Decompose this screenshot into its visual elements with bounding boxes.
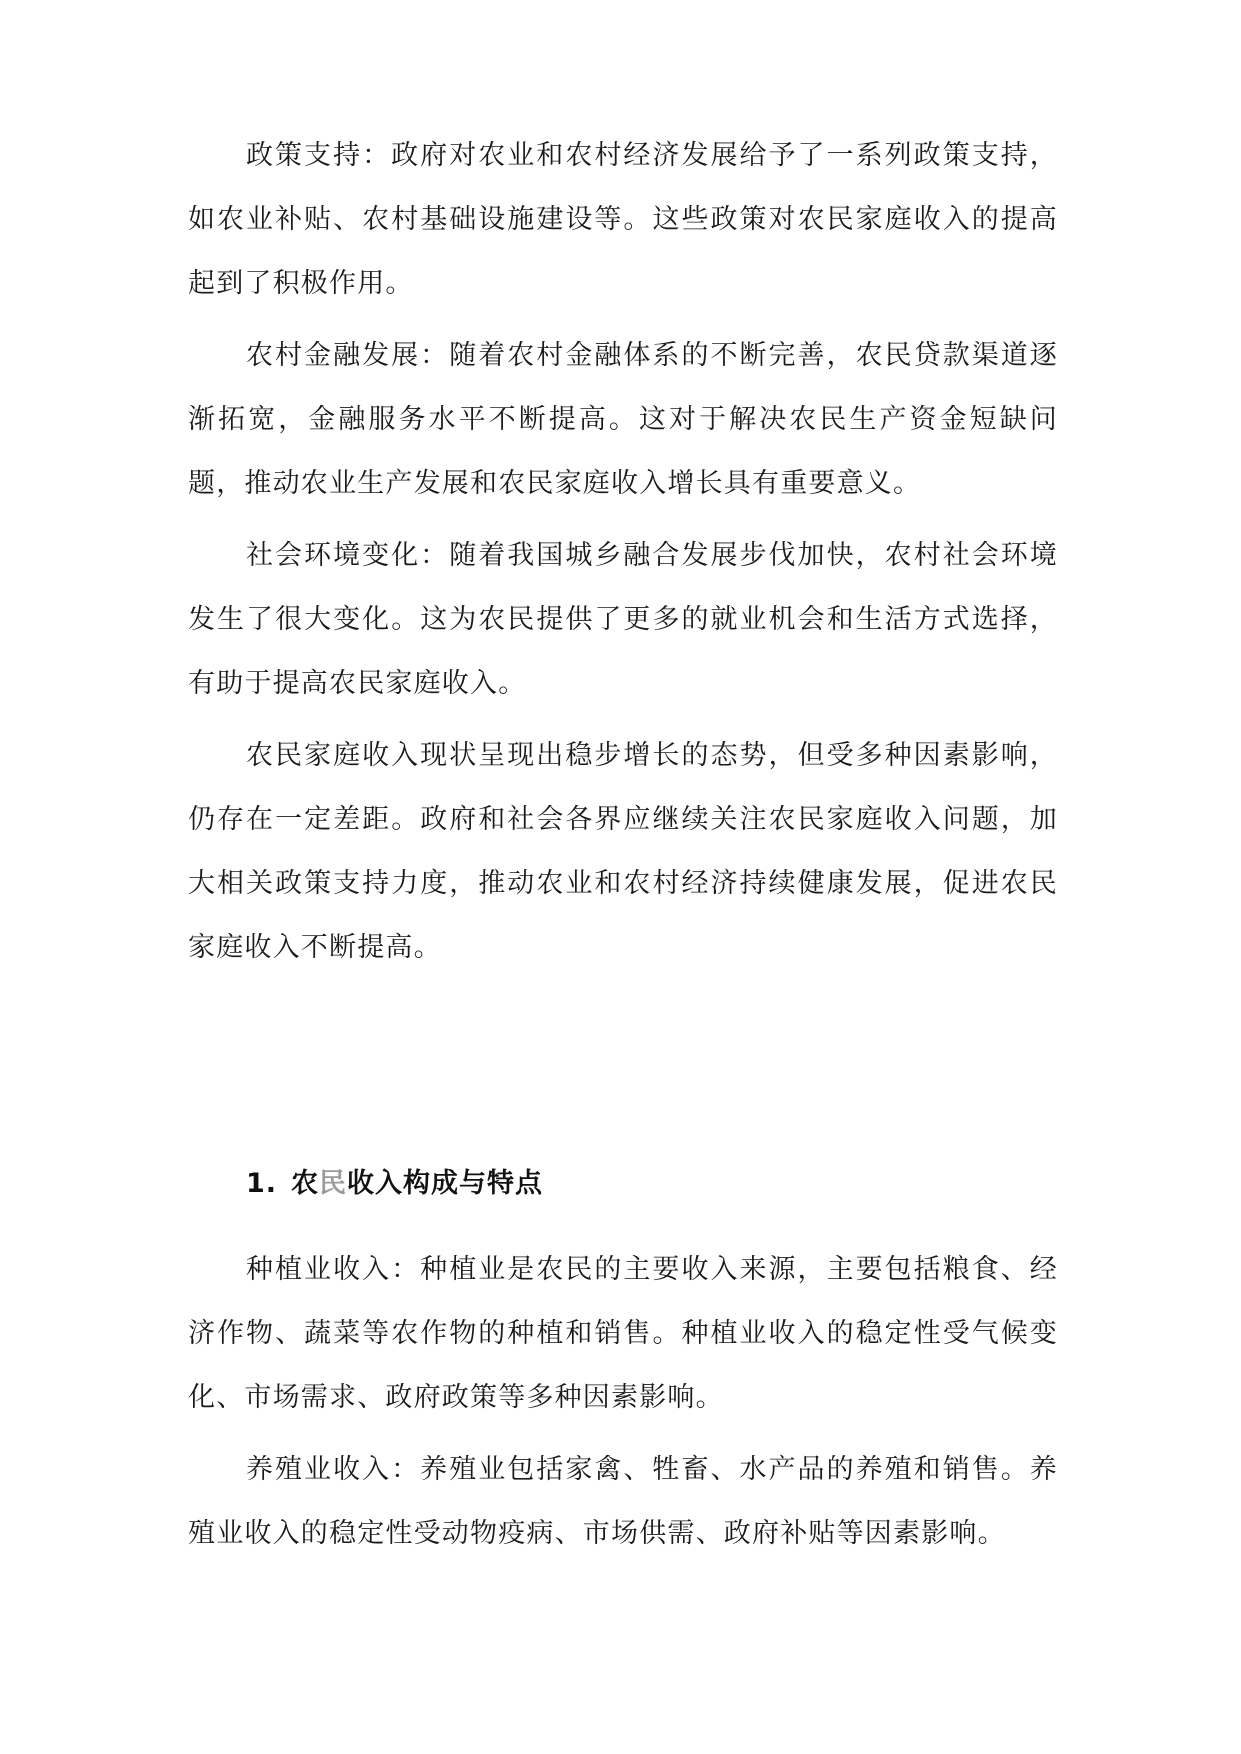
paragraph-income-summary: 农民家庭收入现状呈现出稳步增长的态势，但受多种因素影响，仍存在一定差距。政府和社会各界应继续关注农民家庭收入问题，加大相关政策支持力度，推动农业和农村经济持续健康发展，促进农民家庭收入不断提高。 — [188, 740, 1058, 963]
section-number: 1. — [246, 1168, 278, 1199]
paragraph-social-environment: 社会环境变化：随着我国城乡融合发展步伐加快，农村社会环境发生了很大变化。这为农民提供了更多的就业机会和生活方式选择，有助于提高农民家庭收入。 — [188, 540, 1058, 699]
paragraph-breeding-income: 养殖业收入：养殖业包括家禽、牲畜、水产品的养殖和销售。养殖业收入的稳定性受动物疫病、市场供需、政府补贴等因素影响。 — [188, 1454, 1058, 1549]
paragraph-policy-support: 政策支持：政府对农业和农村经济发展给予了一系列政策支持，如农业补贴、农村基础设施建设等。这些政策对农民家庭收入的提高起到了积极作用。 — [188, 140, 1058, 299]
section-title-part1: 农 — [291, 1168, 320, 1199]
section-title-part2: 民 — [319, 1168, 348, 1199]
paragraph-rural-finance: 农村金融发展：随着农村金融体系的不断完善，农民贷款渠道逐渐拓宽，金融服务水平不断提高。这对于解决农民生产资金短缺问题，推动农业生产发展和农民家庭收入增长具有重要意义。 — [188, 340, 1058, 499]
section-title-part3: 收入构成与特点 — [347, 1168, 544, 1199]
section-heading — [246, 1152, 543, 1216]
paragraph-planting-income: 种植业收入：种植业是农民的主要收入来源，主要包括粮食、经济作物、蔬菜等农作物的种植和销售。种植业收入的稳定性受气候变化、市场需求、政府政策等多种因素影响。 — [188, 1254, 1058, 1413]
